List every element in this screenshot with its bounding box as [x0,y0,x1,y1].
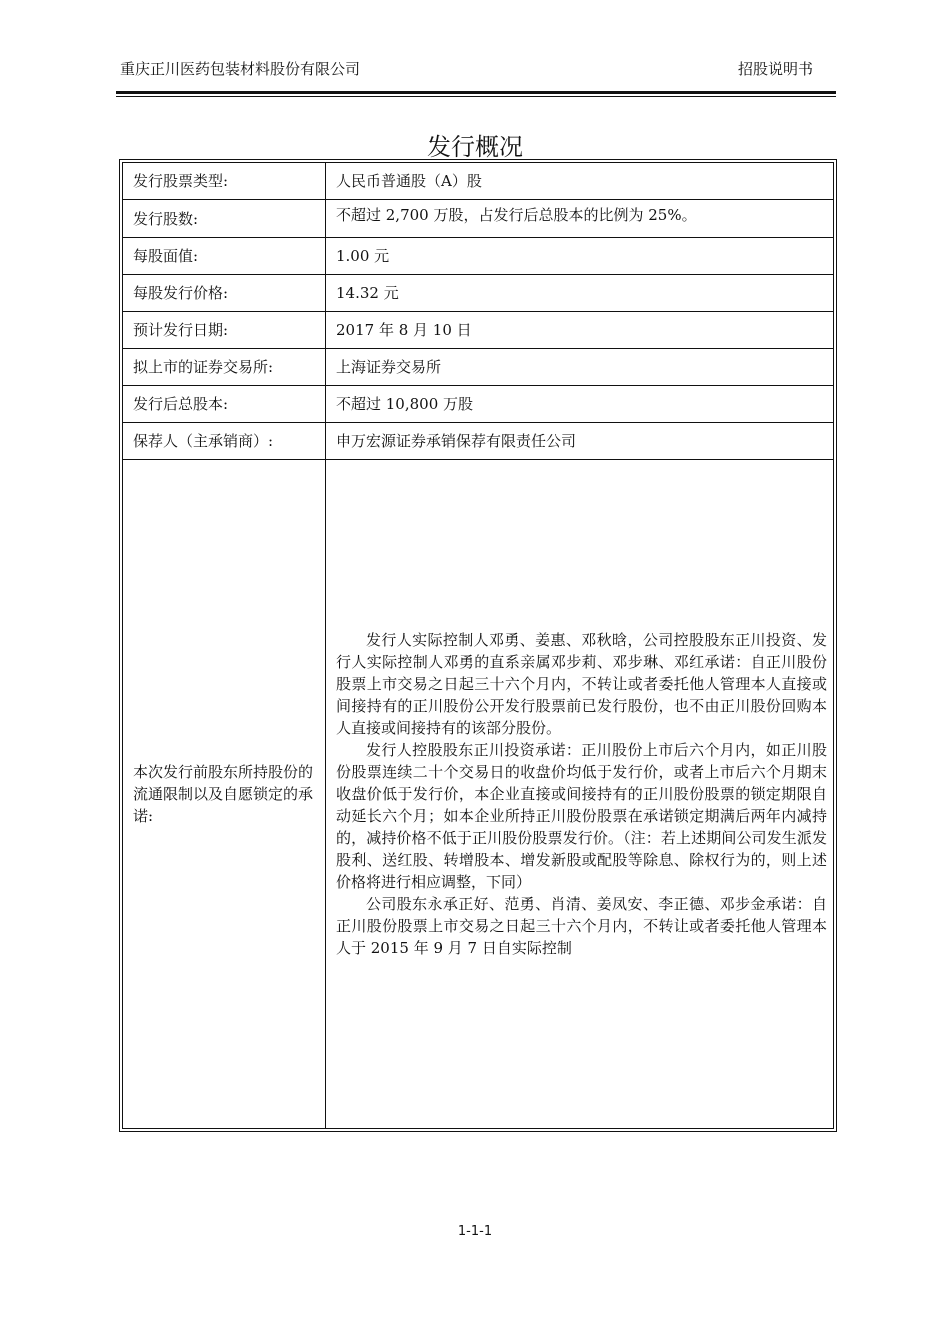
row-value: 上海证券交易所 [326,349,834,386]
header-rule-thick [116,91,836,94]
lockup-label: 本次发行前股东所持股份的流通限制以及自愿锁定的承诺: [123,460,326,1129]
lockup-row [123,460,834,1129]
row-label: 发行后总股本: [123,386,326,423]
row-value: 2017 年 8 月 10 日 [326,312,834,349]
row-value: 1.00 元 [326,238,834,275]
header-doc-type: 招股说明书 [738,60,814,78]
row-value: 不超过 10,800 万股 [326,386,834,423]
issuance-table-frame [119,159,837,1132]
table-row [123,275,834,312]
row-label: 每股发行价格: [123,275,326,312]
page-number: 1-1-1 [457,1224,493,1239]
lockup-paragraph: 公司股东永承正好、范勇、肖清、姜凤安、李正德、邓步金承诺：自正川股份股票上市交易之日起三十六个月内，不转让或者委托他人管理本人于 2015 年 9 月 7 日自实际控制 [336,895,827,957]
issuance-table [122,162,834,1129]
row-label: 发行股数: [123,200,326,238]
table-row [123,238,834,275]
header-rule-thin [116,96,836,97]
table-row [123,423,834,460]
table-row [123,200,834,238]
row-label: 发行股票类型: [123,163,326,200]
table-row [123,312,834,349]
row-label: 每股面值: [123,238,326,275]
row-label: 保荐人（主承销商）: [123,423,326,460]
table-row [123,386,834,423]
row-value: 不超过 2,700 万股，占发行后总股本的比例为 25%。 [326,200,834,238]
header-company: 重庆正川医药包装材料股份有限公司 [120,60,361,78]
row-label: 预计发行日期: [123,312,326,349]
lockup-paragraph: 发行人实际控制人邓勇、姜惠、邓秋晗，公司控股股东正川投资、发行人实际控制人邓勇的直系亲属邓步莉、邓步琳、邓红承诺：自正川股份股票上市交易之日起三十六个月内，不转让或者委托他人管理本人直接或间接持有的正川股份公开发行股票前已发行股份，也不由正川股份回购本人直接或间接持有的该部分股份。 [336,631,827,737]
page-title: 发行概况 [427,133,523,161]
lockup-paragraph: 发行人控股股东正川投资承诺：正川股份上市后六个月内，如正川股份股票连续二十个交易日的收盘价均低于发行价，或者上市后六个月期末收盘价低于发行价，本企业直接或间接持有的正川股份股票的锁定期限自动延长六个月；如本企业所持正川股份股票在承诺锁定期满后两年内减持的，减持价格不低于正川股份股票发行价。（注：若上述期间公司发生派发股利、送红股、转增股本、增发新股或配股等除息、除权行为的，则上述价格将进行相应调整，下同） [336,741,827,891]
row-value: 14.32 元 [326,275,834,312]
row-label: 拟上市的证券交易所: [123,349,326,386]
table-row [123,349,834,386]
row-value: 人民币普通股（A）股 [326,163,834,200]
lockup-text [326,460,834,1129]
row-value: 申万宏源证券承销保荐有限责任公司 [326,423,834,460]
table-row [123,163,834,200]
